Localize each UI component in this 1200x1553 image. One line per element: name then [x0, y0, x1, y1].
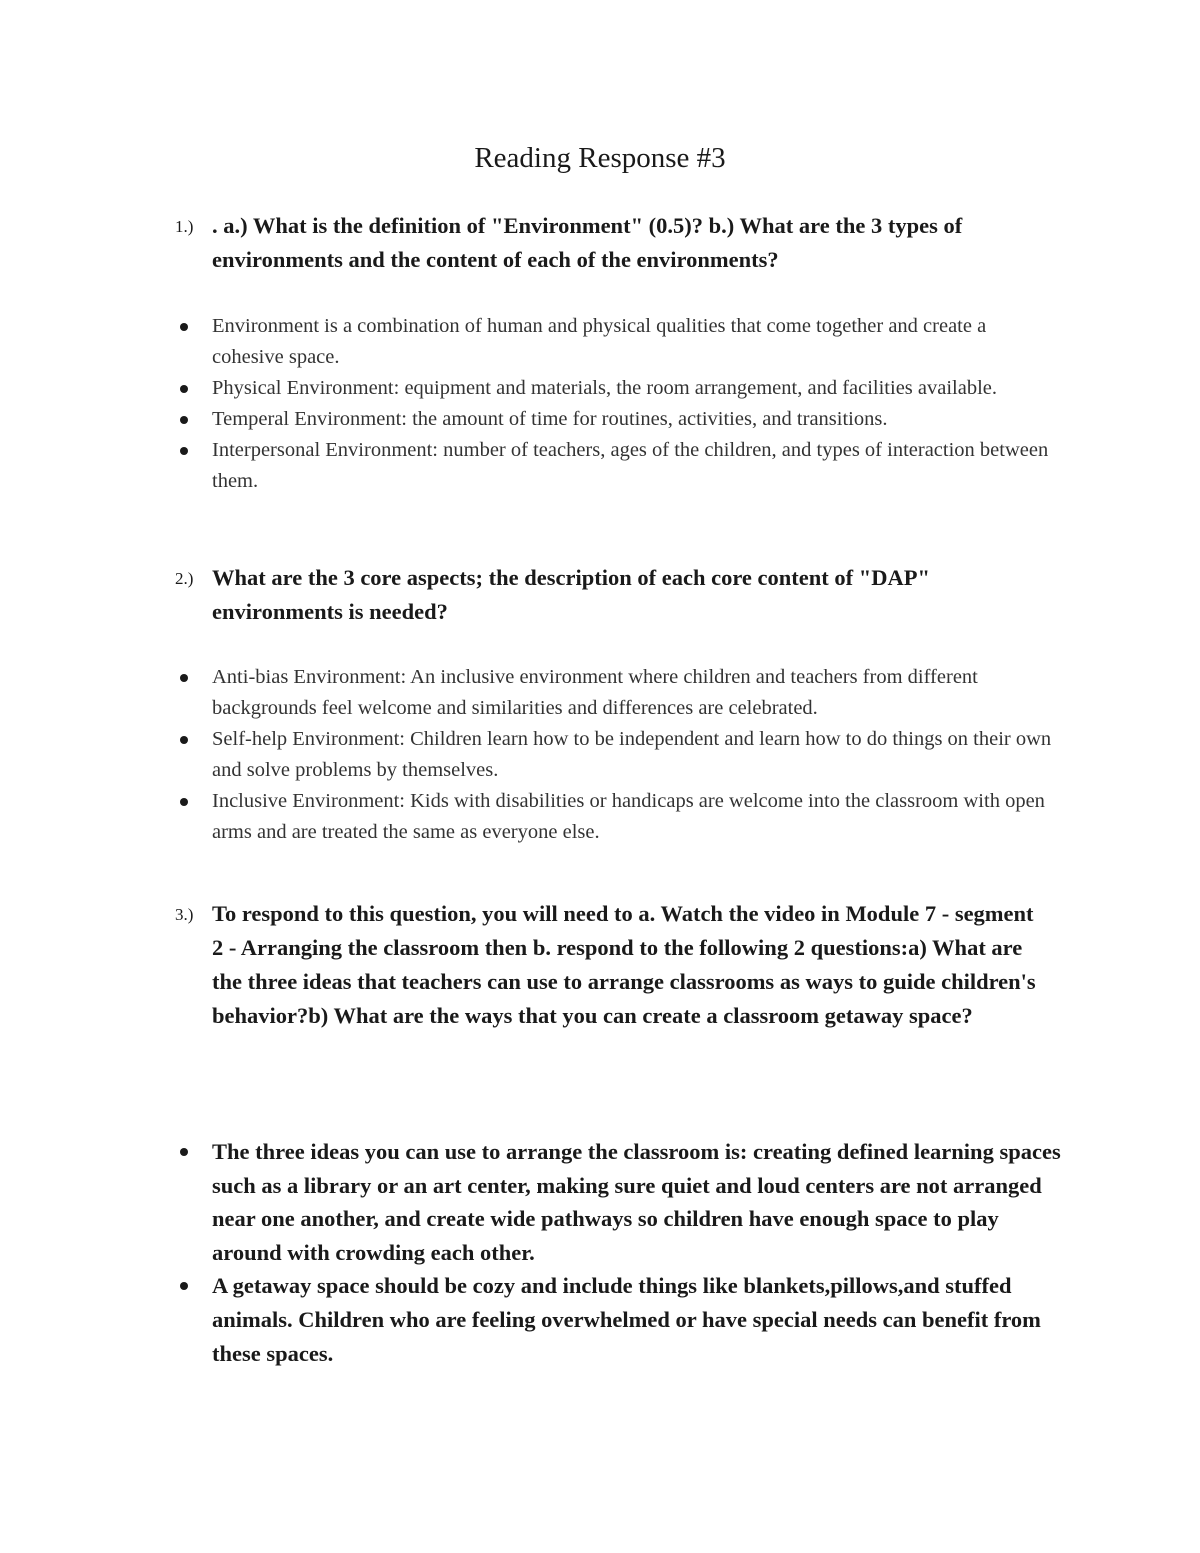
list-item	[175, 724, 1065, 786]
bullet-icon	[180, 1282, 188, 1290]
answer-text: Environment is a combination of human and physical qualities that come together and create a cohesive space.	[212, 315, 987, 368]
question-text-1: . a.) What is the definition of "Environment" (0.5)? b.) What are the 3 types of environments and the content of each of the environments?	[212, 213, 963, 272]
bullet-icon	[180, 447, 188, 455]
list-item	[175, 1135, 1065, 1269]
question-number-1: 1.)	[175, 217, 194, 236]
question-1	[175, 209, 1055, 277]
list-item	[175, 662, 1065, 724]
answer-text: The three ideas you can use to arrange the classroom is: creating defined learning spaces such as a library or an art center, making sure quiet and loud centers are not arranged near one another, and create wide pathways so children have enough space to play around with crowding each other.	[212, 1139, 1061, 1265]
list-item	[175, 1269, 1065, 1370]
question-2	[175, 561, 1055, 629]
answer-text: Anti-bias Environment: An inclusive environment where children and teachers from different backgrounds feel welcome and similarities and differences are celebrated.	[212, 666, 978, 719]
question-text-3: To respond to this question, you will need to a. Watch the video in Module 7 - segment 2 - Arranging the classroom then b. respond to the following 2 questions:a) What are the three ideas that teachers can use to arrange classrooms as ways to guide children's behavior?b) What are the ways that you can create a classroom getaway space?	[212, 901, 1036, 1028]
question-number-2: 2.)	[175, 569, 194, 588]
answer-text: Physical Environment: equipment and materials, the room arrangement, and facilities available.	[212, 377, 998, 399]
list-item	[175, 435, 1055, 497]
question-text-2: What are the 3 core aspects; the description of each core content of "DAP" environments is needed?	[212, 565, 930, 624]
bullet-icon	[180, 385, 188, 393]
bullet-icon	[180, 674, 188, 682]
question-number-3: 3.)	[175, 905, 194, 924]
answer-text: Inclusive Environment: Kids with disabilities or handicaps are welcome into the classroom with open arms and are treated the same as everyone else.	[212, 790, 1045, 843]
answer-text: Self-help Environment: Children learn how to be independent and learn how to do things on their own and solve problems by themselves.	[212, 728, 1052, 781]
list-item	[175, 311, 1055, 373]
answer-list-1	[175, 311, 1055, 497]
list-item	[175, 404, 1055, 435]
bullet-icon	[180, 1148, 188, 1156]
bullet-icon	[180, 736, 188, 744]
answer-text: A getaway space should be cozy and include things like blankets,pillows,and stuffed animals. Children who are feeling overwhelmed or have special needs can benefit from these spaces.	[212, 1273, 1041, 1366]
list-item	[175, 373, 1055, 404]
answer-list-3	[175, 1135, 1065, 1370]
question-3	[175, 897, 1045, 1033]
bullet-icon	[180, 416, 188, 424]
bullet-icon	[180, 323, 188, 331]
answer-text: Interpersonal Environment: number of teachers, ages of the children, and types of interaction between them.	[212, 439, 1049, 492]
answer-text: Temperal Environment: the amount of time for routines, activities, and transitions.	[212, 408, 888, 430]
list-item	[175, 786, 1065, 848]
bullet-icon	[180, 798, 188, 806]
page-title: Reading Response #3	[474, 142, 726, 174]
answer-list-2	[175, 662, 1065, 848]
